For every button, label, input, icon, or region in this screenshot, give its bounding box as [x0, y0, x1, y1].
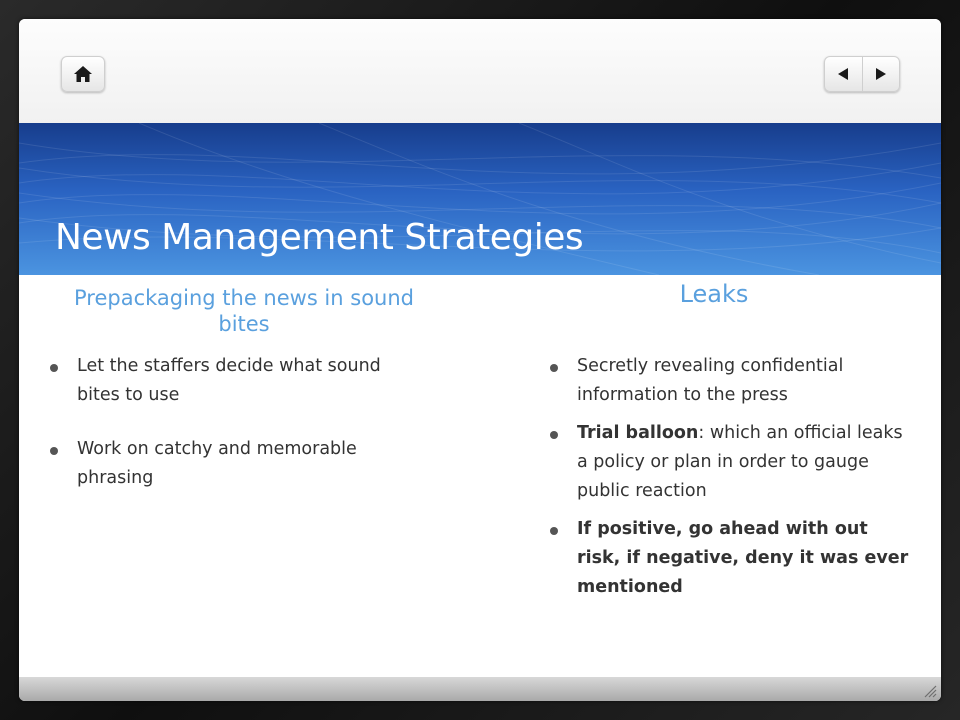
bullet-text: : which an official leaks a policy or plan in order to gauge public reaction: [577, 423, 903, 501]
bottom-bar: [19, 677, 941, 701]
right-column-heading: Leaks: [679, 280, 749, 308]
arrow-right-icon: [874, 67, 888, 81]
slide-toolbar-area: [19, 19, 941, 123]
resize-grip-icon[interactable]: [923, 684, 937, 698]
list-item: [537, 515, 912, 602]
left-column-heading: Prepackaging the news in sound bites: [74, 286, 414, 336]
bullet-text: Secretly revealing confidential information to the press: [577, 356, 844, 405]
list-item: [537, 352, 912, 410]
arrow-left-icon: [836, 67, 850, 81]
right-bullet-list: [537, 352, 912, 602]
bullet-bold-term: Trial balloon: [577, 423, 699, 443]
home-button[interactable]: [61, 56, 105, 92]
title-banner: [19, 123, 941, 275]
slide-title: News Management Strategies: [55, 217, 584, 258]
slide: [19, 19, 941, 701]
bullet-bold-term: If positive, go ahead with out risk, if negative, deny it was ever mentioned: [577, 519, 909, 597]
home-icon: [73, 65, 93, 83]
left-bullet-list: [37, 352, 427, 493]
list-item: Let the staffers decide what sound bites to use: [37, 352, 427, 410]
list-item: [537, 419, 912, 506]
previous-slide-button[interactable]: [825, 57, 862, 91]
next-slide-button[interactable]: [862, 57, 900, 91]
list-item: Work on catchy and memorable phrasing: [37, 435, 427, 493]
navigation-buttons: [824, 56, 900, 92]
